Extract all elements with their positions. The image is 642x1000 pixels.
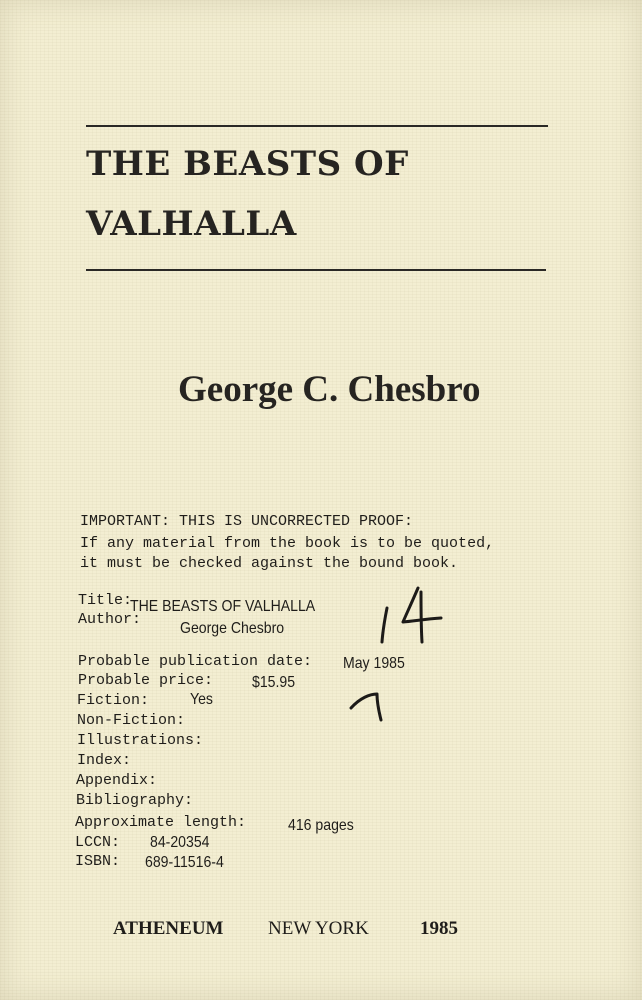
author-label: Author: [78, 611, 142, 628]
pubdate-label: Probable publication date: [78, 653, 313, 670]
illustrations-label: Illustrations: [77, 732, 204, 749]
notice-line-2: If any material from the book is to be quoted, [80, 535, 495, 552]
bibliography-label: Bibliography: [76, 792, 194, 809]
notice-line-3: it must be checked against the bound book. [80, 555, 459, 572]
length-label: Approximate length: [75, 814, 247, 831]
appendix-label: Appendix: [76, 772, 158, 789]
author-name: George C. Chesbro [178, 369, 481, 410]
bottom-rule [86, 269, 546, 271]
nonfiction-label: Non-Fiction: [77, 712, 186, 729]
notice-line-1: IMPORTANT: THIS IS UNCORRECTED PROOF: [80, 513, 414, 530]
top-rule [86, 125, 548, 127]
publisher-city: NEW YORK [268, 918, 369, 939]
author-value: George Chesbro [180, 620, 285, 637]
length-value: 416 pages [288, 817, 354, 834]
title-label: Title: [78, 592, 133, 609]
lccn-label: LCCN: [75, 834, 121, 851]
publication-year: 1985 [420, 918, 458, 939]
handwritten-14-mark [374, 582, 454, 650]
isbn-value: 689-11516-4 [145, 854, 224, 871]
index-label: Index: [77, 752, 132, 769]
fiction-label: Fiction: [77, 692, 150, 709]
lccn-value: 84-20354 [150, 834, 210, 851]
fiction-value: Yes [190, 691, 213, 708]
publisher-name: ATHENEUM [113, 918, 224, 939]
pubdate-value: May 1985 [343, 655, 405, 672]
isbn-label: ISBN: [75, 853, 121, 870]
price-value: $15.95 [252, 674, 296, 691]
title-value: THE BEASTS OF VALHALLA [130, 598, 316, 615]
title-line-2: VALHALLA [86, 204, 297, 244]
title-line-1: THE BEASTS OF [86, 144, 409, 184]
handwritten-1-mark [346, 688, 386, 724]
price-label: Probable price: [78, 672, 214, 689]
